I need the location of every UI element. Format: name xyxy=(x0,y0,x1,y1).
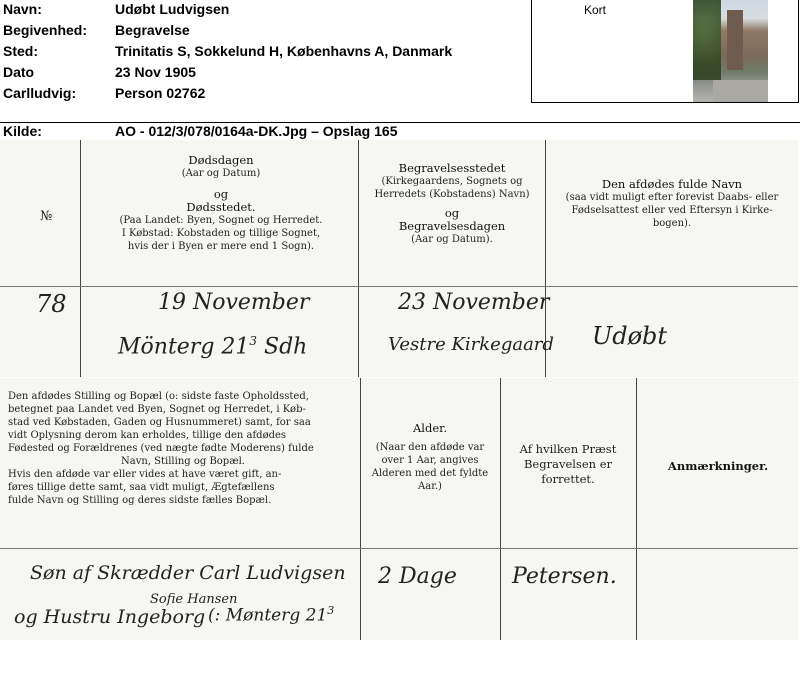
entry-parents-address xyxy=(208,604,334,626)
navn-label: Navn: xyxy=(3,1,42,17)
entry-priest: Petersen. xyxy=(512,564,617,589)
death-date-og: og xyxy=(213,187,229,201)
navn-value: Udøbt Ludvigsen xyxy=(115,1,230,17)
occupation-line-6: Navn, Stilling og Bopæl. xyxy=(121,456,245,467)
column-divider xyxy=(358,140,359,377)
occupation-line-1: Den afdødes Stilling og Bopæl (o: sidste faste Opholdssted, xyxy=(8,391,309,402)
occupation-line-2: betegnet paa Landet ved Byen, Sognet og Herredet, i Køb- xyxy=(8,404,306,415)
occupation-line-8: føres tillige dette samt, saa vidt muligt, Ægtefællens xyxy=(8,482,275,493)
burial-place-title: Begravelsesstedet xyxy=(398,161,506,175)
header-row-divider xyxy=(0,286,798,287)
entry-parents-address-street: (: Mønterg 21 xyxy=(208,605,328,626)
register-scan-top xyxy=(0,140,798,377)
remarks-header xyxy=(640,460,796,473)
full-name-sub-1: (saa vidt muligt efter forevist Daabs- eller xyxy=(565,192,779,203)
column-divider xyxy=(360,378,361,640)
occupation-header xyxy=(8,390,358,507)
priest-line-3: forrettet. xyxy=(541,472,595,486)
priest-line-1: Af hvilken Præst xyxy=(519,442,617,456)
death-place-note-3: hvis der i Byen er mere end 1 Sogn). xyxy=(127,241,315,252)
full-name-sub-3: bogen). xyxy=(652,218,692,229)
header-divider xyxy=(0,122,800,123)
occupation-line-9: fulde Navn og Stilling og deres sidste fælles Bopæl. xyxy=(8,495,272,506)
death-date-sub: (Aar og Datum) xyxy=(181,168,261,179)
entry-number: 78 xyxy=(36,290,67,318)
death-place-title: Dødsstedet. xyxy=(186,200,256,214)
number-header: № xyxy=(40,209,53,224)
map-label: Kort xyxy=(584,3,607,17)
full-name-sub-2: Fødselsattest eller ved Eftersyn i Kirke- xyxy=(571,205,773,216)
death-place-note-2: I Købstad: Kobstaden og tillige Sognet, xyxy=(121,228,321,239)
photo-street xyxy=(713,80,768,102)
occupation-line-4: vidt Oplysning derom kan erholdes, tillige den afdødes xyxy=(8,430,287,441)
full-name-header xyxy=(550,178,794,230)
entry-cemetery: Vestre Kirkegaard xyxy=(388,334,554,355)
dato-value: 23 Nov 1905 xyxy=(115,64,196,80)
age-note-2: over 1 Aar, angives xyxy=(381,455,479,466)
entry-death-place-street: Mönterg 21 xyxy=(118,334,250,360)
burial-date-title: Begravelsesdagen xyxy=(398,219,506,233)
dato-label: Dato xyxy=(3,64,35,80)
age-note-1: (Naar den afdøde var xyxy=(375,442,485,453)
carlludvig-label: Carlludvig: xyxy=(3,85,77,101)
map-box[interactable] xyxy=(531,0,799,103)
occupation-line-3: stad ved Købstaden, Gaden og Husnummeret) samt, for saa xyxy=(8,417,311,428)
entry-death-place-floor: 3 xyxy=(249,334,258,348)
full-name-title: Den afdødes fulde Navn xyxy=(601,177,743,191)
age-note-3: Alderen med det fyldte xyxy=(371,468,489,479)
death-date-header xyxy=(90,154,352,253)
priest-header xyxy=(505,442,631,487)
sted-label: Sted: xyxy=(3,43,38,59)
occupation-line-7: Hvis den afdøde var eller vides at have været gift, an- xyxy=(8,469,282,480)
carlludvig-value[interactable]: Person 02762 xyxy=(115,85,206,101)
begivenhed-label: Begivenhed: xyxy=(3,22,88,38)
age-note-4: Aar.) xyxy=(418,481,442,492)
kilde-label: Kilde: xyxy=(3,123,42,139)
entry-parents-line-2: og Hustru Ingeborg xyxy=(14,606,206,628)
burial-place-sub-2: Herredets (Kobstadens) Navn) xyxy=(374,189,530,200)
entry-death-place xyxy=(118,334,307,359)
remarks-title: Anmærkninger. xyxy=(667,459,769,473)
burial-date-sub: (Aar og Datum). xyxy=(411,234,493,245)
burial-place-sub-1: (Kirkegaardens, Sognets og xyxy=(381,176,523,187)
death-place-note-1: (Paa Landet: Byen, Sognet og Herredet. xyxy=(119,215,323,226)
entry-death-date: 19 November xyxy=(158,290,310,315)
occupation-line-5: Fødested og Forældrenes (ved nægte fødte Moderens) fulde xyxy=(8,443,314,454)
column-divider xyxy=(500,378,501,640)
death-date-title: Dødsdagen xyxy=(188,153,254,167)
photo-church-tower xyxy=(727,10,743,70)
entry-burial-date: 23 November xyxy=(398,290,550,315)
priest-line-2: Begravelsen er xyxy=(523,457,613,471)
kilde-value[interactable]: AO - 012/3/078/0164a-DK.Jpg – Opslag 165 xyxy=(115,123,398,139)
age-title: Alder. xyxy=(412,421,448,435)
begivenhed-value: Begravelse xyxy=(115,22,190,38)
entry-parents-line-1: Søn af Skrædder Carl Ludvigsen xyxy=(30,562,346,584)
entry-parents-address-floor: 3 xyxy=(327,604,335,617)
entry-name: Udøbt xyxy=(592,322,668,350)
entry-mother-maiden-name: Sofie Hansen xyxy=(150,592,238,607)
entry-age: 2 Dage xyxy=(378,564,457,589)
header-row-divider xyxy=(0,548,798,549)
entry-death-place-side: Sdh xyxy=(264,334,308,360)
photo-tree xyxy=(693,0,721,80)
column-divider xyxy=(636,378,637,640)
column-divider xyxy=(80,140,81,377)
burial-place-header xyxy=(364,162,540,246)
burial-og: og xyxy=(444,206,460,220)
age-header xyxy=(364,422,496,493)
sted-value: Trinitatis S, Sokkelund H, Københavns A, Danmark xyxy=(115,43,453,59)
register-scan-bottom xyxy=(0,378,798,640)
location-photo[interactable] xyxy=(693,0,768,102)
